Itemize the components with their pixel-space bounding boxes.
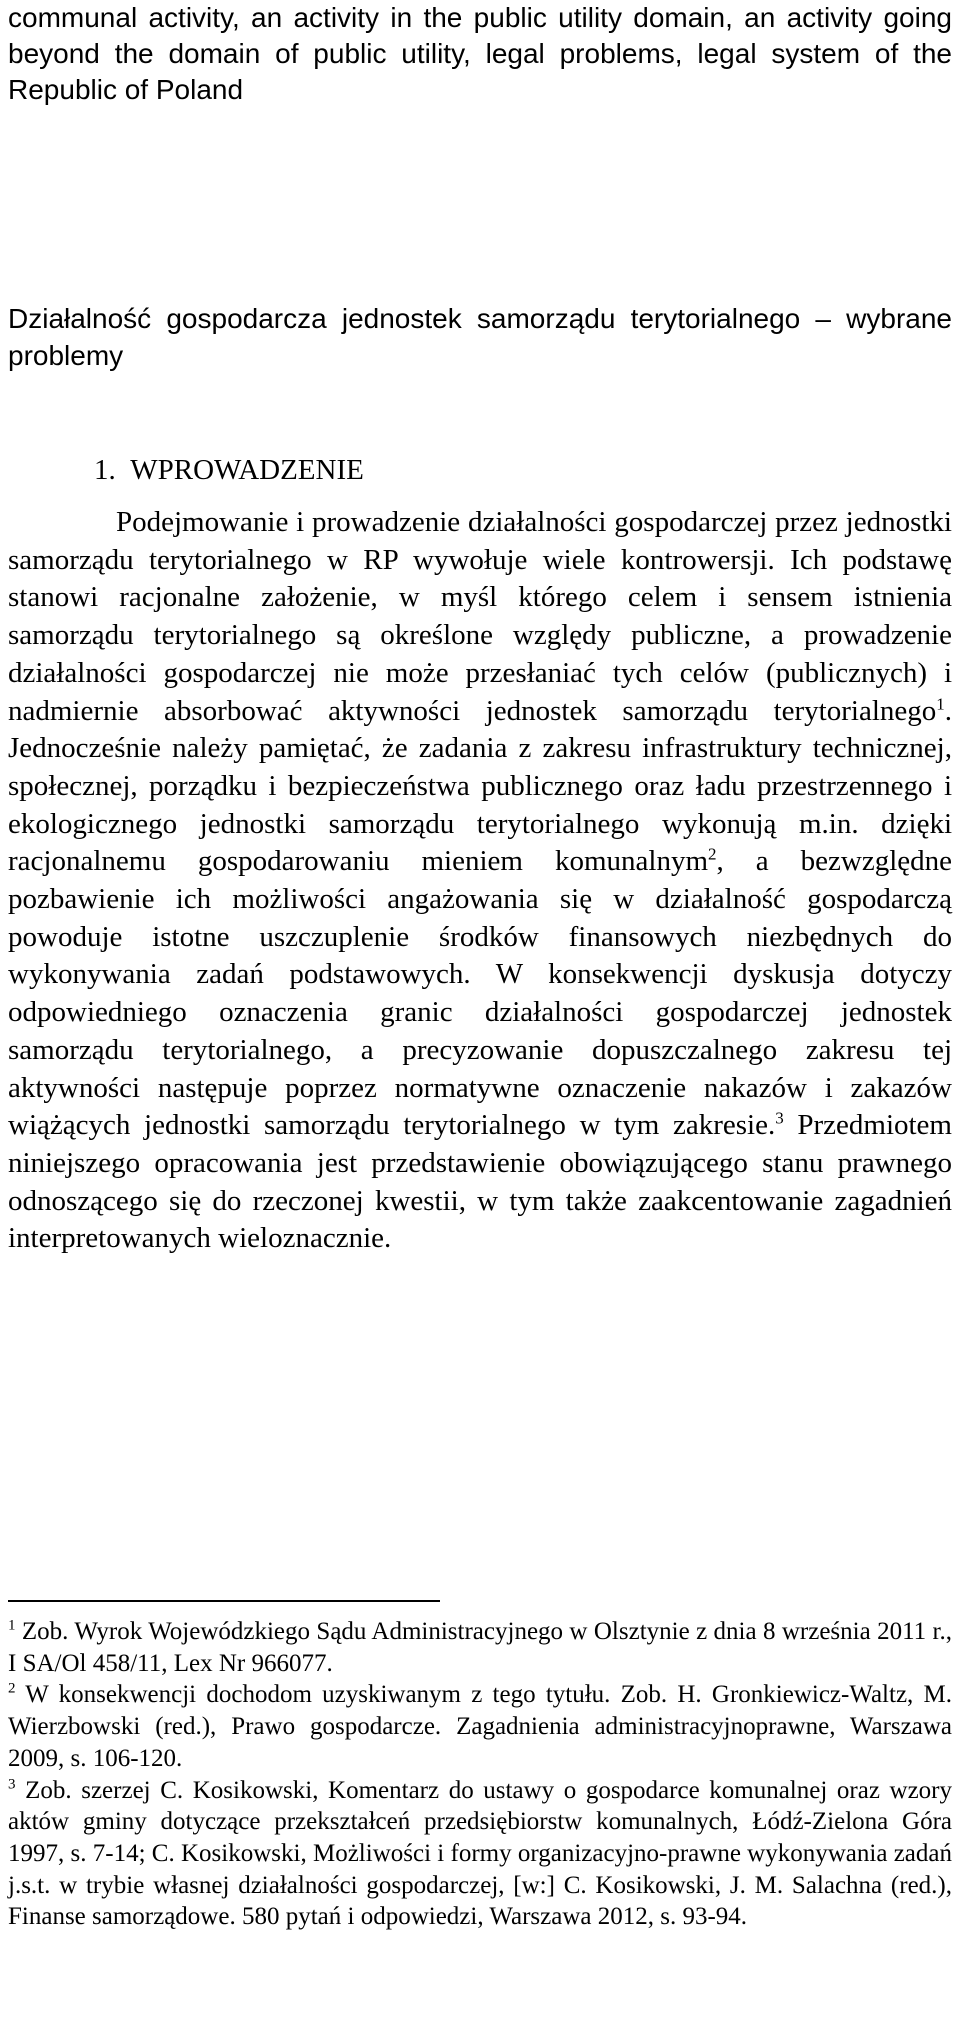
body-part-1: Podejmowanie i prowadzenie działalności gospodarczej przez jednostki samorządu terytorialnego w RP wywołuje wiele kontrowersji. Ich podstawę stanowi racjonalne założenie, w myśl którego celem i sensem istnienia samorządu terytorialnego są określone względy publiczne, a prowadzenie działalności gospodarczej nie może przesłaniać tych celów (publicznych) i nadmiernie absorbować aktywności jednostek samorządu terytorialnego (8, 506, 952, 727)
footnote-number: 3 (8, 1776, 16, 1793)
body-paragraph (8, 504, 952, 1258)
footnote-text: Zob. Wyrok Wojewódzkiego Sądu Administracyjnego w Olsztynie z dnia 8 września 2011 r., I SA/Ol 458/11, Lex Nr 966077. (8, 1618, 952, 1677)
footnote-text: W konsekwencji dochodom uzyskiwanym z tego tytułu. Zob. H. Gronkiewicz-Waltz, M. Wierzbowski (red.), Prawo gospodarcze. Zagadnienia administracyjnoprawne, Warszawa 2009, s. 106-120. (8, 1681, 952, 1772)
footnote-1 (8, 1616, 952, 1679)
section-number: 1. (94, 454, 116, 486)
footnotes (8, 1616, 952, 1933)
body-part-2: . Jednocześnie należy pamiętać, że zadania z zakresu infrastruktury technicznej, społecznej, porządku i bezpieczeństwa publicznego oraz ładu przestrzennego i ekologicznego jednostki samorządu terytorialnego wykonują m.in. dzięki racjonalnemu gospodarowaniu mieniem komunalnym (8, 694, 952, 878)
body-part-4: Przedmiotem niniejszego opracowania jest przedstawienie obowiązującego stanu prawnego odnoszącego się do rzeczonej kwestii, w tym także zaakcentowanie zagadnień interpretowanych wieloznacznie. (8, 1109, 952, 1255)
footnote-2 (8, 1679, 952, 1774)
footnote-separator (8, 1600, 440, 1602)
footnote-3 (8, 1775, 952, 1934)
footnote-number: 2 (8, 1681, 16, 1698)
footnote-text: Zob. szerzej C. Kosikowski, Komentarz do ustawy o gospodarce komunalnej oraz wzory aktów gminy dotyczące przekształceń przedsiębiorstw komunalnych, Łódź-Zielona Góra 1997, s. 7-14; C. Kosikowski, Możliwości i formy organizacyjno-prawne wykonywania zadań j.s.t. w trybie własnej działalności gospodarczej, [w:] C. Kosikowski, J. M. Salachna (red.), Finanse samorządowe. 580 pytań i odpowiedzi, Warszawa 2012, s. 93-94. (8, 1776, 952, 1931)
body-part-3: , a bezwzględne pozbawienie ich możliwości angażowania się w działalność gospodarczą powoduje istotne uszczuplenie środków finansowych niezbędnych do wykonywania zadań podstawowych. W konsekwencji dyskusja dotyczy odpowiedniego oznaczenia granic działalności gospodarczej jednostek samorządu terytorialnego, a precyzowanie dopuszczalnego zakresu tej aktywności następuje poprzez normatywne oznaczenie nakazów i zakazów wiążących jednostki samorządu terytorialnego w tym zakresie. (8, 845, 952, 1142)
section-heading (94, 452, 364, 489)
footnote-ref-2[interactable]: 2 (708, 844, 717, 864)
keywords-text: communal activity, an activity in the public utility domain, an activity going beyond the domain of public utility, legal problems, legal system of the Republic of Poland (8, 2, 952, 105)
footnote-ref-3[interactable]: 3 (775, 1108, 784, 1128)
section-title: WPROWADZENIE (130, 454, 364, 486)
footnote-number: 1 (8, 1617, 16, 1634)
article-title: Działalność gospodarcza jednostek samorządu terytorialnego – wybrane problemy (8, 303, 952, 371)
footnote-ref-1[interactable]: 1 (936, 693, 945, 713)
